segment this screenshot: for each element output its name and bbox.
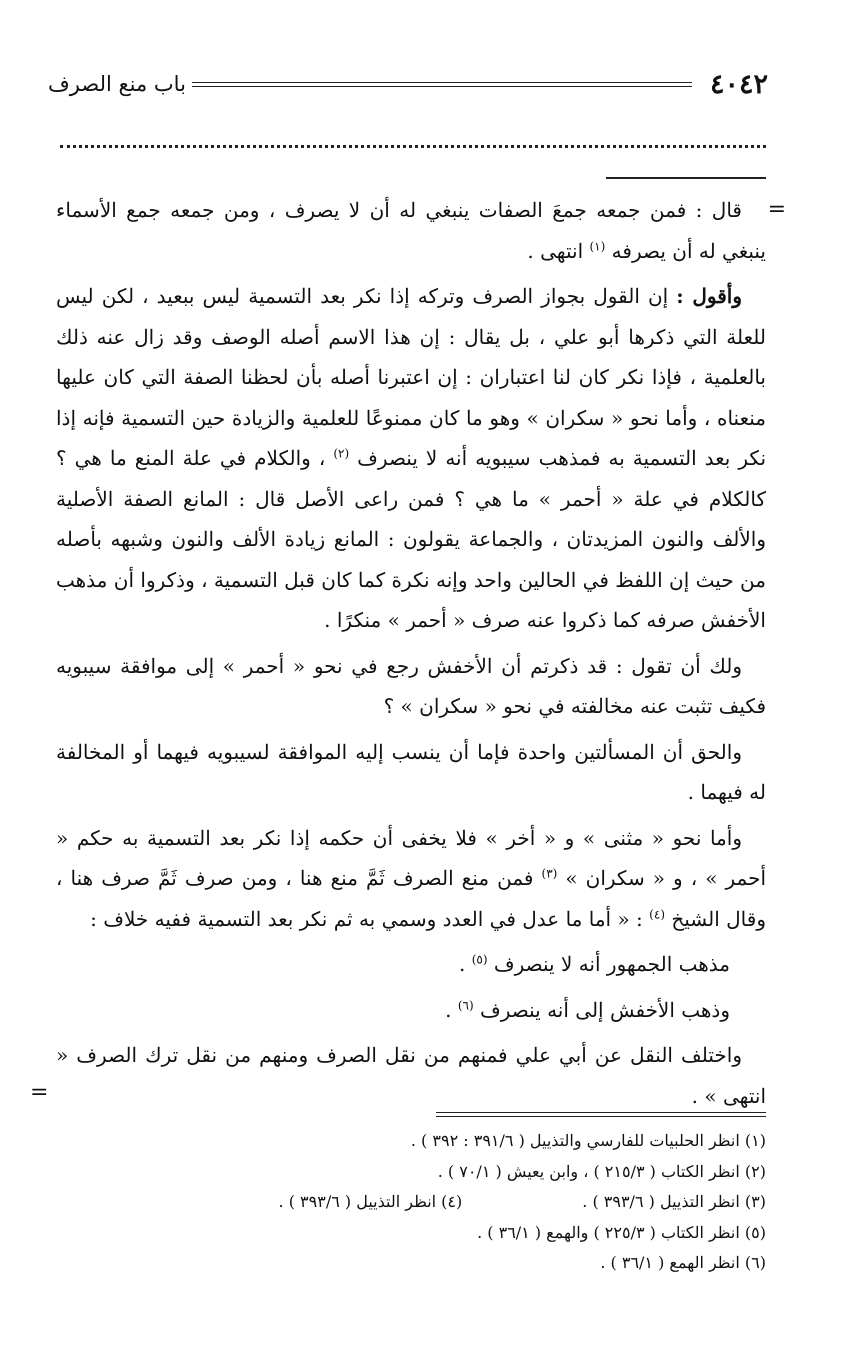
paragraph-8: واختلف النقل عن أبي علي فمنهم من نقل الصرف ومنهم من نقل ترك الصرف « انتهى » . [56, 1043, 766, 1108]
chapter-title: باب منع الصرف [48, 72, 186, 96]
p5-text-b: فمن منع الصرف ثَمَّ منع هنا ، ومن صرف ثَمَّ صرف هنا ، وقال الشيخ [56, 866, 766, 931]
footnote-rule-secondary [436, 1116, 766, 1117]
p2-text-b: ، والكلام في علة المنع ما هي ؟ كالكلام في علة « أحمر » ما هي ؟ فمن راعى الأصل قال : المانع الصفة الأصلية والألف والنون المزيدتان ، والجماعة يقولون : المانع زيادة الألف والنون وشبهه بأصله من حيث إن اللفظ في الحالين واحد وإنه نكرة كما كان قبل التسمية ، وذكروا أن مذهب الأخفش صرفه كما ذكروا عنه صرف « أحمر » منكرًا . [56, 446, 766, 632]
paragraph-2 [56, 276, 766, 641]
p7-tail: . [445, 997, 452, 1022]
footnote-1 [56, 1126, 766, 1157]
footnote-3-4 [56, 1187, 766, 1218]
footnote-rule [436, 1112, 766, 1113]
p6-text: مذهب الجمهور أنه لا ينصرف [493, 952, 730, 976]
p1-text: قال : فمن جمعه جمعَ الصفات ينبغي له أن لا يصرف ، ومن جمعه جمع الأسماء ينبغي له أن يصرفه [56, 198, 766, 263]
footnote-6 [56, 1248, 766, 1279]
p2-lead: وأقول : [676, 284, 742, 308]
main-text [56, 190, 766, 1121]
p6-tail: . [458, 952, 466, 976]
paragraph-6 [56, 944, 766, 985]
p2-text-a: إن القول بجواز الصرف وتركه إذا نكر بعد التسمية ليس ببعيد ، لكن ليس للعلة التي ذكرها أبو علي ، بل يقال : إن هذا الاسم أصله الوصف وقد زال عنه ذلك بالعلمية ، فإذا نكر كان لنا اعتباران : إن اعتبرنا أصله بأن لحظنا الصفة التي كان عليها منعناه ، وأما نحو « سكران » وهو ما كان ممنوعًا للعلمية والزيادة حين التسمية فإنه إذا نكر بعد التسمية به فمذهب سيبويه أنه لا ينصرف [56, 284, 767, 470]
footnote-5 [56, 1218, 766, 1249]
continuation-mark-top: = [767, 197, 786, 222]
section-rule [606, 177, 766, 179]
paragraph-3: ولك أن تقول : قد ذكرتم أن الأخفش رجع في نحو « أحمر » إلى موافقة سيبويه فكيف تثبت عنه مخالفته في نحو « سكران » ؟ [56, 653, 766, 718]
page-number: ٤٠٤٢ [709, 68, 768, 100]
p5-text-c: : « أما ما عدل في العدد وسمي به ثم نكر بعد التسمية ففيه خلاف : [90, 906, 643, 931]
footnote-ref-4[interactable]: (٤) [649, 906, 665, 921]
paragraph-7 [56, 990, 766, 1031]
footnote-2-text: (٢) انظر الكتاب ( ٢١٥/٣ ) ، وابن يعيش ( ٧٠/١ ) . [437, 1161, 766, 1181]
footnote-ref-2[interactable]: (٢) [333, 446, 350, 461]
footnote-2 [56, 1157, 766, 1188]
p5-text-a: وأما نحو « مثنى » و « أخر » فلا يخفى أن حكمه إذا نكر بعد التسمية به حكم « أحمر » ، و « سكران » [56, 825, 767, 890]
footnote-ref-3[interactable]: (٣) [541, 866, 558, 881]
continuation-mark-bottom: = [30, 1080, 49, 1105]
paragraph-1 [56, 190, 766, 271]
footnote-ref-1[interactable]: (١) [589, 238, 606, 253]
footnote-spacer [462, 1187, 582, 1218]
p7-text: وذهب الأخفش إلى أنه ينصرف [480, 997, 730, 1022]
p1-tail: انتهى . [527, 238, 584, 263]
paragraph-4: والحق أن المسألتين واحدة فإما أن ينسب إليه الموافقة لسيبويه فيهما أو المخالفة له فيهما . [56, 739, 766, 804]
footnote-4-text: (٤) انظر التذييل ( ٣٩٣/٦ ) . [278, 1192, 463, 1211]
header-rule [192, 82, 692, 87]
footnote-3-text: (٣) انظر التذييل ( ٣٩٣/٦ ) . [582, 1192, 766, 1211]
footnote-6-text: (٦) انظر الهمع ( ٣٦/١ ) . [600, 1253, 766, 1272]
footnote-ref-5[interactable]: (٥) [471, 952, 488, 967]
footnote-ref-6[interactable]: (٦) [457, 997, 474, 1012]
dotted-separator [60, 131, 766, 148]
footnotes [56, 1126, 766, 1279]
paragraph-5 [56, 818, 766, 940]
footnote-1-text: (١) انظر الحلبيات للفارسي والتذييل ( ٣٩١/٦ : ٣٩٢ ) . [410, 1131, 766, 1150]
page-header [48, 64, 768, 104]
footnote-5-text: (٥) انظر الكتاب ( ٢٢٥/٣ ) والهمع ( ٣٦/١ ) . [477, 1222, 766, 1242]
